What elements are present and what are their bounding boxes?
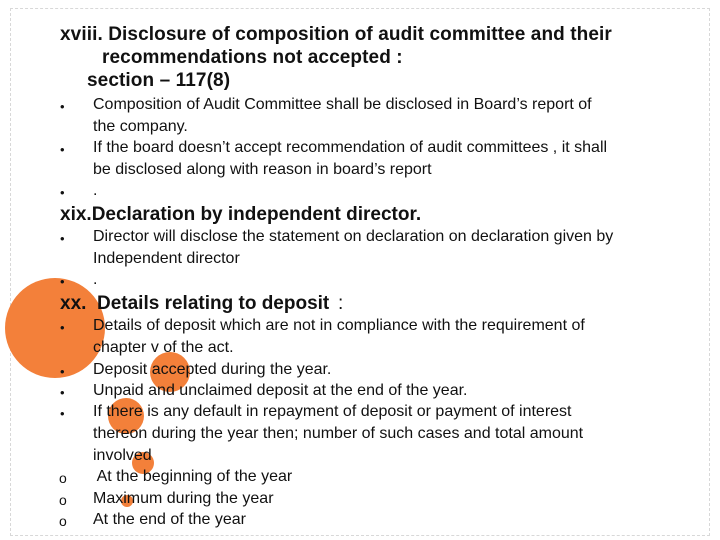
bullet-marker: • xyxy=(60,274,65,289)
bullet-text: Independent director xyxy=(93,250,240,267)
sub-bullet-marker: o xyxy=(59,470,67,486)
bullet-marker: • xyxy=(60,142,65,157)
sub-bullet-marker: o xyxy=(59,513,67,529)
bullet-marker: • xyxy=(60,385,65,400)
bullet-text: Details of deposit which are not in compliance with the requirement of xyxy=(93,317,585,334)
bullet-text: Deposit accepted during the year. xyxy=(93,361,332,378)
sub-bullet-marker: o xyxy=(59,492,67,508)
section-xviii-title-line2: recommendations not accepted : xyxy=(102,47,403,68)
sub-bullet-text: At the end of the year xyxy=(93,511,246,528)
section-xviii-title-line3: section – 117(8) xyxy=(87,70,231,91)
sub-bullet-text: Maximum during the year xyxy=(93,490,274,507)
bullet-text: be disclosed along with reason in board’s report xyxy=(93,161,432,178)
sub-bullet-text: At the beginning of the year xyxy=(93,468,293,485)
bullet-text: If there is any default in repayment of deposit or payment of interest xyxy=(93,403,572,420)
bullet-text: thereon during the year then; number of such cases and total amount xyxy=(93,425,584,442)
bullet-marker: • xyxy=(60,364,65,379)
bullet-text: Composition of Audit Committee shall be disclosed in Board’s report of xyxy=(93,96,592,113)
section-xx-number: xx. xyxy=(60,293,87,314)
bullet-marker: • xyxy=(60,185,65,200)
bullet-marker: • xyxy=(60,231,65,246)
bullet-text: Director will disclose the statement on declaration on declaration given by xyxy=(93,228,614,245)
bullet-text: chapter v of the act. xyxy=(93,339,234,356)
section-xx-title: Details relating to deposit xyxy=(97,293,330,314)
section-xviii-title: xviii. Disclosure of composition of audit committee and their xyxy=(60,24,612,45)
bullet-marker: • xyxy=(60,320,65,335)
bullet-text: . xyxy=(93,182,98,199)
bullet-text: If the board doesn’t accept recommendation of audit committees , it shall xyxy=(93,139,608,156)
bullet-text: . xyxy=(93,271,98,288)
bullet-marker: • xyxy=(60,99,65,114)
bullet-text: the company. xyxy=(93,118,188,135)
bullet-text: involved xyxy=(93,447,152,464)
bullet-marker: • xyxy=(60,406,65,421)
bullet-text: Unpaid and unclaimed deposit at the end of the year. xyxy=(93,382,468,399)
section-xx-colon: : xyxy=(338,293,344,314)
section-xix-title: xix.Declaration by independent director. xyxy=(60,204,422,225)
